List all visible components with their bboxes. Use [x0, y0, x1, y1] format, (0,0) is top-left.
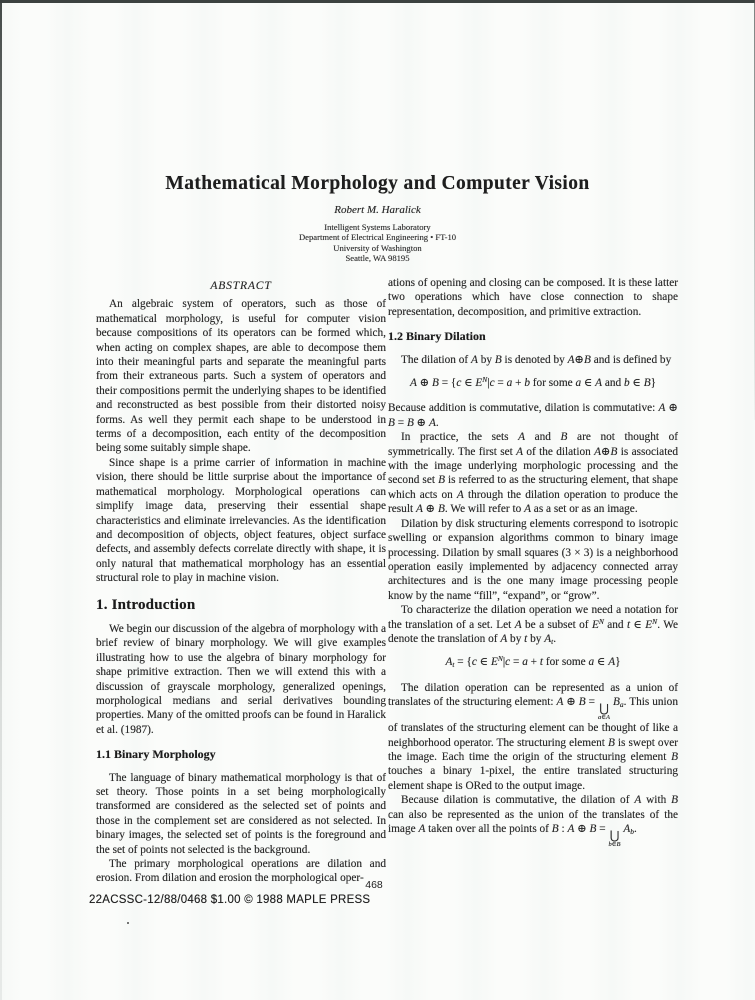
- abstract-paragraph-1: An algebraic system of operators, such as those of mathematical morphology, is useful for computer vision because compositions of its operators can be formed which, when acting on complex shapes, are able to decompose them into their meaningful parts and separate the meaningful parts from their extraneous parts. Such a system of operators and their compositions permit the underlying shapes to be identified and reconstructed as best possible from their distorted noisy forms. As well they permit each shape to be understood in terms of a decomposition, each entity of the decomposition being some suitably simple shape.: [96, 298, 386, 455]
- affiliation-line-city: Seattle, WA 98195: [345, 252, 410, 263]
- binary-dilation-paragraph-1: The dilation of A by B is denoted by A⊕B and is defined by: [401, 353, 672, 366]
- right-column: [388, 276, 678, 848]
- affiliation-line-dept: Department of Electrical Engineering • FT-10: [298, 232, 457, 243]
- left-column: [96, 279, 386, 886]
- abstract-paragraph-2: Since shape is a prime carrier of information in machine vision, there should be little surprise about the importance of mathematical morphology. Morphological operations can simplify image data, preserving their essential shape characteristics and eliminate irrelevancies. As the identification and decomposition of objects, object features, object surface defects, and assembly defects correlate directly with shape, it is only natural that mathematical morphology has an essential structural role to play in machine vision.: [96, 456, 386, 585]
- scan-edge-top: [0, 0, 755, 3]
- scan-edge-left: [0, 0, 2, 1000]
- dilation-definition-equation: A ⊕ B = {c ∈ $E^N|c = a + b$ for some a ∈ A and b ∈ B}: [409, 375, 657, 390]
- introduction-paragraph: We begin our discussion of the algebra of morphology with a brief review of binary morphology. We will give examples illustrating how to use the algebra of binary morphology for shape primitive extraction. Then we will extend this with a discussion of grayscale morphology, generalized openings, morphological medians and serial derivatives bounding properties. Many of the omitted proofs can be found in Haralick et al. (1987).: [96, 622, 386, 736]
- binary-dilation-paragraph-3: In practice, the sets A and B are not thought of symmetrically. The first set A of the dilation A⊕B is associated with the image underlying morphologic processing and the second set B is referred to as the structuring element, that shape which acts on A through the dilation operation to produce the result A ⊕ B. We will refer to A as a set or as an image.: [388, 431, 679, 516]
- continuation-paragraph: ations of opening and closing can be composed. It is these latter two operations which have close connection to shape representation, decomposition, and primitive extraction.: [388, 277, 678, 318]
- translation-definition-equation: $A_t = \{c$ ∈ $E^N|c = a + t$ for some a ∈ A}: [445, 654, 621, 670]
- abstract-heading: ABSTRACT: [210, 279, 272, 292]
- scan-artifact-speck: [127, 922, 129, 924]
- affiliation-block: [0, 222, 755, 263]
- subsection-heading-binary-morphology: 1.1 Binary Morphology: [96, 747, 216, 762]
- paper-title: Mathematical Morphology and Computer Vision: [165, 173, 590, 194]
- copyright-footer: 22ACSSC-12/88/0468 $1.00 © 1988 MAPLE PRESS: [89, 894, 371, 906]
- section-heading-introduction: 1. Introduction: [96, 596, 196, 613]
- binary-dilation-paragraph-5: To characterize the dilation operation we need a notation for the translation of a set. Let A be a subset of $E^N$ and t ∈ $E^N$. We denote the translation of A by t by $A_t$.: [388, 604, 678, 646]
- binary-morphology-paragraph-1: The language of binary mathematical morphology is that of set theory. Those points in a set being morphologically transformed are considered as the selected set of points and those in the complement set are considered as not selected. In binary images, the selected set of points is the foreground and the set of points not selected is the background.: [96, 771, 386, 856]
- title-block: [0, 173, 755, 263]
- binary-dilation-paragraph-6: The dilation operation can be represented as a union of translates of the structuring element: A ⊕ B = ⋃ a∈A $B_a$. This union of translates of the structuring element can be thought of like a neighborhood operator. The structuring element B is swept over the image. Each time the origin of the structuring element B touches a binary 1-pixel, the entire translated structuring element shape is ORed to the output image.: [388, 681, 678, 792]
- binary-dilation-paragraph-2: Because addition is commutative, dilation is commutative: A ⊕ B = B ⊕ A.: [388, 402, 678, 429]
- binary-morphology-paragraph-2: The primary morphological operations are dilation and erosion. From dilation and erosion the morphological oper-: [96, 858, 386, 885]
- binary-dilation-paragraph-7: Because dilation is commutative, the dilation of A with B can also be represented as the union of the translates of the image A taken over all the points of B : A ⊕ B = ⋃ b∈B $A_b$.: [388, 794, 679, 848]
- subsection-heading-binary-dilation: 1.2 Binary Dilation: [388, 329, 486, 344]
- affiliation-line-university: University of Washington: [333, 242, 422, 253]
- page-number: 468: [365, 879, 383, 891]
- affiliation-line-lab: Intelligent Systems Laboratory: [324, 222, 431, 232]
- binary-dilation-paragraph-4: Dilation by disk structuring elements correspond to isotropic swelling or expansion algorithms common to binary image processing. Dilation by small squares (3 × 3) is a neighborhood operation easily implemented by adjacency connected array architectures and is the one many image processing people know by the name “fill”, “expand”, or “grow”.: [388, 517, 678, 602]
- author-name: Robert M. Haralick: [334, 204, 421, 216]
